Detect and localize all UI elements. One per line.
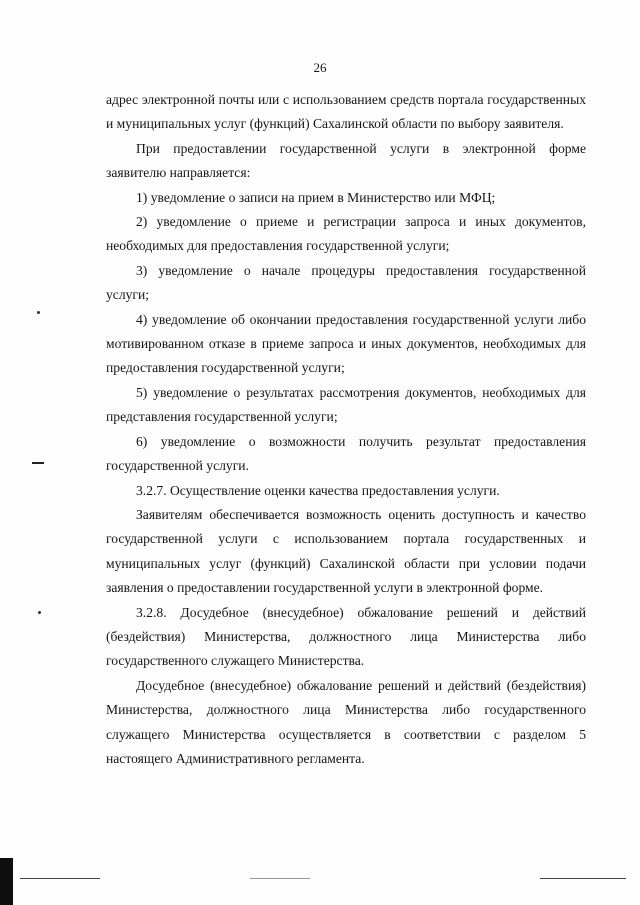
section-heading: 3.2.7. Осуществление оценки качества предоставления услуги. [136,482,500,498]
list-item: 5) уведомление о результатах рассмотрения документов, необходимых для представления государственной услуги; [106,384,586,425]
page-number: 26 [313,60,327,75]
scan-dot [38,611,41,614]
list-item: 2) уведомление о приеме и регистрации запроса и иных документов, необходимых для предоставления государственной услуги; [106,214,586,254]
scan-edge-bar [0,858,13,905]
list-item: 1) уведомление о записи на прием в Министерство или МФЦ; [136,189,496,205]
list-item: 6) уведомление о возможности получить результат предоставления государственной услуги. [106,433,586,474]
paragraph: Досудебное (внесудебное) обжалование решений и действий (бездействия) Министерства, должностного лица Министерства либо государственного служащего Министерства осуществляется в соответствии с разделом 5 настоящего Административного регламента. [106,677,586,766]
list-item: 3) уведомление о начале процедуры предоставления государственной услуги; [106,262,586,303]
scan-mark [32,462,44,464]
scan-bottom-line [540,878,626,879]
body-text [106,88,586,771]
paragraph: Заявителям обеспечивается возможность оценить доступность и качество государственной услуги с использованием портала государственных и муниципальных услуг (функций) Сахалинской области при условии подачи заявления о предоставлении государственной услуги в электронной форме. [106,506,586,596]
scan-dot [37,311,40,314]
scan-bottom-line [20,878,100,879]
scan-bottom-line [250,878,310,879]
paragraph: При предоставлении государственной услуги в электронной форме заявителю направляется: [106,140,586,181]
section-heading: 3.2.8. Досудебное (внесудебное) обжалование решений и действий (бездействия) Министерства, должностного лица Министерства либо государственного служащего Министерства. [106,604,586,669]
list-item: 4) уведомление об окончании предоставления государственной услуги либо мотивированном отказе в приеме запроса и иных документов, необходимых для предоставления государственной услуги; [106,311,586,376]
paragraph: адрес электронной почты или с использованием средств портала государственных и муниципальных услуг (функций) Сахалинской области по выбору заявителя. [106,92,586,132]
